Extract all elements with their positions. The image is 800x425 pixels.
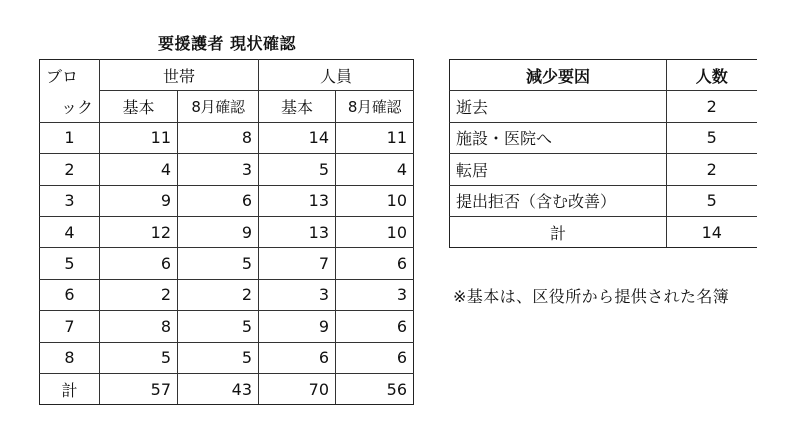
count-cell: 2 xyxy=(667,154,757,185)
people-base-cell: 9 xyxy=(259,311,336,342)
block-cell: 8 xyxy=(40,342,100,373)
total-people-base: 70 xyxy=(259,373,336,404)
reason-total-row xyxy=(450,216,757,247)
household-base-cell: 11 xyxy=(100,122,178,153)
block-cell: 6 xyxy=(40,279,100,310)
household-base-cell: 5 xyxy=(100,342,178,373)
people-base-cell: 13 xyxy=(259,216,336,247)
page-title: 要援護者 現状確認 xyxy=(157,34,297,53)
people-base-cell: 5 xyxy=(259,154,336,185)
household-august-header: 8月確認 xyxy=(178,91,259,122)
block-header-top: ブロ xyxy=(40,60,100,91)
household-august-cell: 5 xyxy=(178,342,259,373)
table-row xyxy=(40,216,414,247)
household-august-cell: 3 xyxy=(178,154,259,185)
block-cell: 4 xyxy=(40,216,100,247)
block-cell: 1 xyxy=(40,122,100,153)
table-row xyxy=(40,311,414,342)
count-header: 人数 xyxy=(667,60,757,91)
people-base-cell: 14 xyxy=(259,122,336,153)
block-cell: 5 xyxy=(40,248,100,279)
block-cell: 3 xyxy=(40,185,100,216)
header-row-2 xyxy=(40,91,414,122)
people-group-header: 人員 xyxy=(259,60,414,91)
household-base-header: 基本 xyxy=(100,91,178,122)
household-group-header: 世帯 xyxy=(100,60,259,91)
people-base-header: 基本 xyxy=(259,91,336,122)
table-row xyxy=(40,154,414,185)
people-base-cell: 6 xyxy=(259,342,336,373)
household-base-cell: 9 xyxy=(100,185,178,216)
reason-header-row xyxy=(450,60,757,91)
total-household-august: 43 xyxy=(178,373,259,404)
total-people-august: 56 xyxy=(336,373,414,404)
footnote: ※基本は、区役所から提供された名簿 xyxy=(453,287,730,306)
people-august-cell: 11 xyxy=(336,122,414,153)
household-august-cell: 5 xyxy=(178,311,259,342)
people-base-cell: 13 xyxy=(259,185,336,216)
people-august-cell: 10 xyxy=(336,185,414,216)
table-row xyxy=(40,342,414,373)
reason-cell: 逝去 xyxy=(450,91,667,122)
reason-header: 減少要因 xyxy=(450,60,667,91)
household-august-cell: 5 xyxy=(178,248,259,279)
people-august-cell: 3 xyxy=(336,279,414,310)
people-august-cell: 4 xyxy=(336,154,414,185)
total-row xyxy=(40,373,414,404)
people-base-cell: 3 xyxy=(259,279,336,310)
block-cell: 7 xyxy=(40,311,100,342)
block-cell: 2 xyxy=(40,154,100,185)
table-row xyxy=(40,279,414,310)
block-header-bottom: ック xyxy=(40,91,100,122)
count-cell: 5 xyxy=(667,122,757,153)
people-august-cell: 6 xyxy=(336,248,414,279)
household-august-cell: 8 xyxy=(178,122,259,153)
table-row xyxy=(450,154,757,185)
people-august-cell: 6 xyxy=(336,342,414,373)
household-base-cell: 8 xyxy=(100,311,178,342)
total-label: 計 xyxy=(40,373,100,404)
status-table xyxy=(39,59,414,405)
household-base-cell: 4 xyxy=(100,154,178,185)
people-august-header: 8月確認 xyxy=(336,91,414,122)
people-base-cell: 7 xyxy=(259,248,336,279)
table-row xyxy=(40,185,414,216)
reason-cell: 転居 xyxy=(450,154,667,185)
header-row-1 xyxy=(40,60,414,91)
reason-total-count: 14 xyxy=(667,216,757,247)
total-household-base: 57 xyxy=(100,373,178,404)
table-row xyxy=(450,185,757,216)
reduction-reasons-table xyxy=(449,59,757,248)
household-base-cell: 12 xyxy=(100,216,178,247)
table-row xyxy=(40,122,414,153)
people-august-cell: 10 xyxy=(336,216,414,247)
household-base-cell: 6 xyxy=(100,248,178,279)
count-cell: 5 xyxy=(667,185,757,216)
reason-cell: 施設・医院へ xyxy=(450,122,667,153)
count-cell: 2 xyxy=(667,91,757,122)
household-august-cell: 2 xyxy=(178,279,259,310)
table-row xyxy=(40,248,414,279)
people-august-cell: 6 xyxy=(336,311,414,342)
household-august-cell: 9 xyxy=(178,216,259,247)
reason-total-label: 計 xyxy=(450,216,667,247)
household-august-cell: 6 xyxy=(178,185,259,216)
household-base-cell: 2 xyxy=(100,279,178,310)
table-row xyxy=(450,91,757,122)
reason-cell: 提出拒否（含む改善） xyxy=(450,185,667,216)
table-row xyxy=(450,122,757,153)
